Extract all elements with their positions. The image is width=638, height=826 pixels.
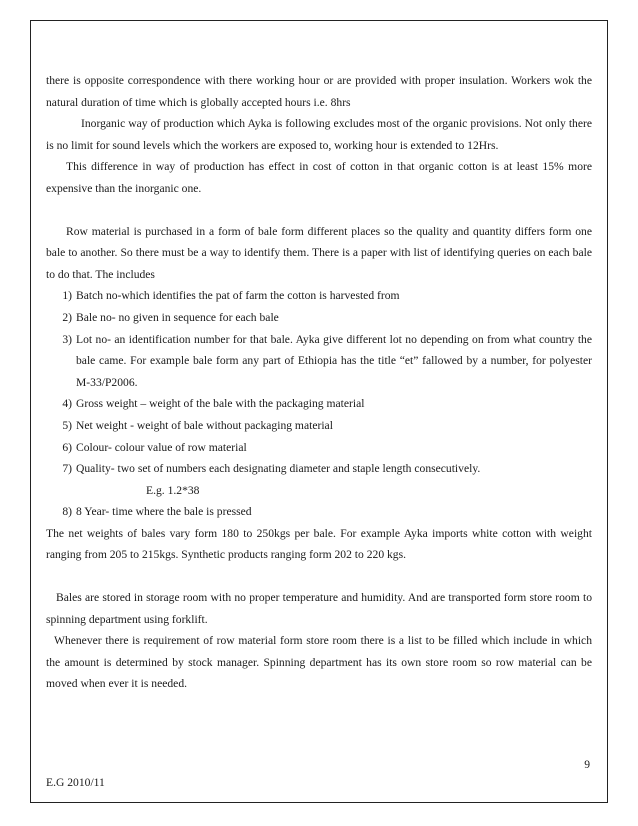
- paragraph-4: Row material is purchased in a form of bale form different places so the quality and quantity differs form one bale to another. So there must be a way to identify them. There is a paper with list of identifying queries on each bale to do that. The includes: [46, 224, 592, 281]
- top-border: [30, 20, 608, 21]
- list-item-text: Net weight - weight of bale without packaging material: [76, 418, 333, 432]
- list-item-number: 3): [62, 332, 72, 346]
- list-item-text: Gross weight – weight of the bale with the packaging material: [76, 397, 365, 411]
- list-item-number: 7): [62, 462, 72, 476]
- list-item-number: 5): [62, 418, 72, 432]
- list-item-text: Quality- two set of numbers each designating diameter and staple length consecutively.: [76, 462, 481, 476]
- list-item: [46, 415, 592, 437]
- right-border: [607, 20, 608, 803]
- list-item-number: 1): [62, 289, 72, 303]
- list-item: [46, 393, 592, 415]
- paragraph-7: Whenever there is requirement of row material form store room there is a list to be filled which include in which the amount is determined by stock manager. Spinning department has its own store room so row material can be moved when ever it is needed.: [46, 634, 592, 691]
- list-item-text: Bale no- no given in sequence for each bale: [76, 310, 279, 324]
- bottom-border: [30, 802, 608, 803]
- paragraph-6: Bales are stored in storage room with no proper temperature and humidity. And are transported form store room to spinning department using forklift.: [46, 591, 592, 626]
- list-item-number: 4): [62, 397, 72, 411]
- list-item: [46, 458, 592, 480]
- list-item-text: Colour- colour value of row material: [76, 440, 247, 454]
- body-text: [46, 70, 592, 695]
- list-item-text: Lot no- an identification number for that bale. Ayka give different lot no depending on from what country the bale came. For example bale form any part of Ethiopia has the title “et” fallowed by a number, for polyester M-33/P2006.: [76, 332, 592, 389]
- list-item-text: Batch no-which identifies the pat of farm the cotton is harvested from: [76, 289, 400, 303]
- identification-list: [46, 285, 592, 523]
- list-item: [46, 329, 592, 394]
- paragraph-3: This difference in way of production has effect in cost of cotton in that organic cotton is at least 15% more expensive than the inorganic one.: [46, 160, 592, 195]
- list-item-text: 8 Year- time where the bale is pressed: [76, 505, 252, 519]
- list-item: [46, 285, 592, 307]
- example-text: E.g. 1.2*38: [146, 483, 200, 497]
- list-item: [46, 307, 592, 329]
- list-item-number: 8): [62, 505, 72, 519]
- example-line: [46, 480, 592, 502]
- paragraph-1: there is opposite correspondence with there working hour or are provided with proper insulation. Workers wok the natural duration of time which is globally accepted hours i.e. 8hrs: [46, 74, 592, 109]
- paragraph-2: Inorganic way of production which Ayka is following excludes most of the organic provisions. Not only there is no limit for sound levels which the workers are exposed to, working hour is extended to 12Hrs.: [46, 117, 592, 152]
- page-number: 9: [584, 758, 590, 771]
- list-item: [46, 437, 592, 459]
- list-item-number: 6): [62, 440, 72, 454]
- paragraph-5: The net weights of bales vary form 180 to 250kgs per bale. For example Ayka imports white cotton with weight ranging from 205 to 215kgs. Synthetic products ranging form 202 to 220 kgs.: [46, 526, 592, 562]
- footer-text: E.G 2010/11: [46, 776, 105, 789]
- list-item-number: 2): [62, 310, 72, 324]
- list-item: [46, 501, 592, 523]
- left-border: [30, 20, 31, 803]
